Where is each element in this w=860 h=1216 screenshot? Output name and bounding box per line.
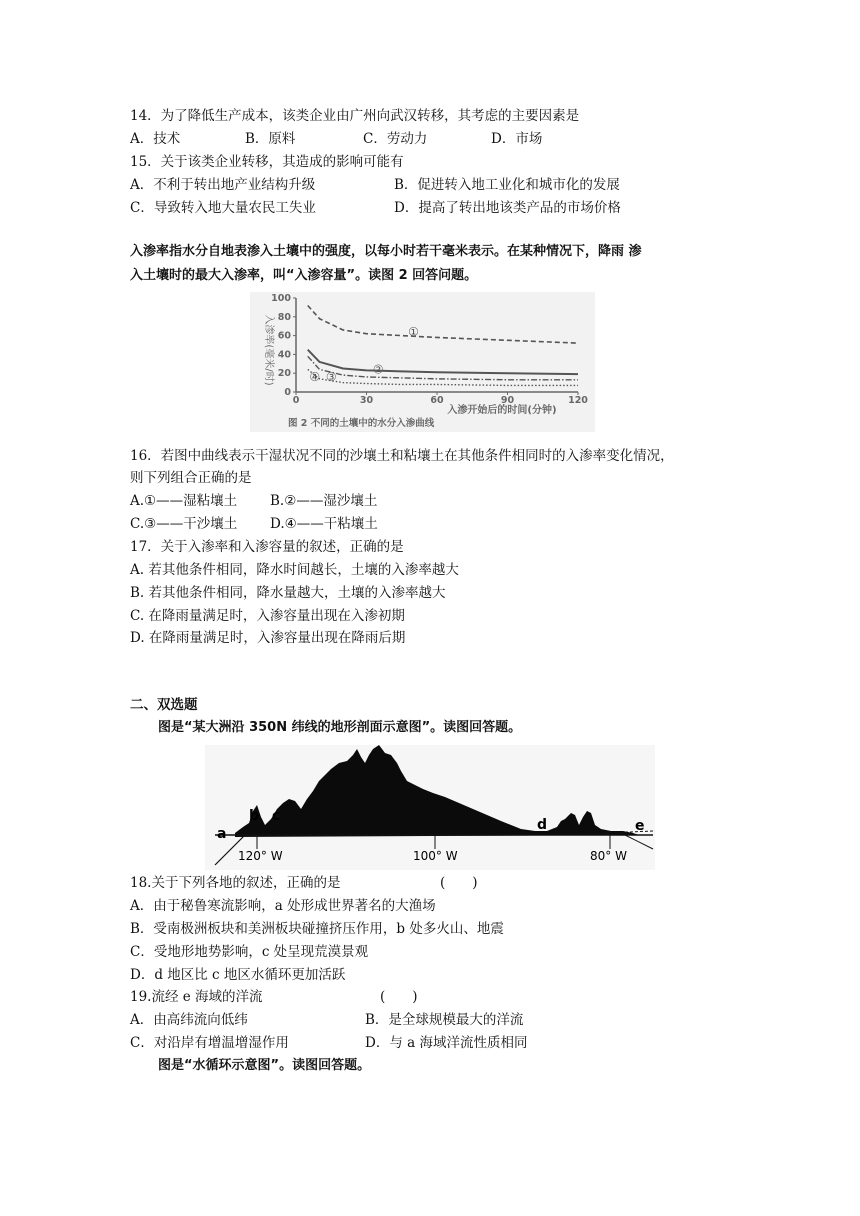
label-a: a	[217, 826, 227, 842]
label-b: b	[249, 808, 260, 824]
y-tick-label: 0	[284, 387, 291, 398]
q17-stem: 17．关于入渗率和入渗容量的叙述，正确的是	[130, 539, 404, 555]
y-tick-label: 100	[271, 293, 291, 304]
q15-option-a: A．不利于转出地产业结构升级	[130, 177, 316, 193]
q18-answer-paren: ( )	[440, 875, 478, 891]
q14-option-b: B．原料	[245, 131, 296, 147]
q16-option-c: C.③——干沙壤土	[130, 516, 238, 532]
q17-option-c: C. 在降雨量满足时，入渗容量出现在入渗初期	[130, 608, 405, 624]
passage-line-2: 入土壤时的最大入渗率，叫“入渗容量”。读图 2 回答问题。	[130, 268, 478, 283]
q18-option-a: A．由于秘鲁寒流影响，a 处形成世界著名的大渔场	[130, 898, 436, 914]
q14-option-c: C．劳动力	[363, 131, 428, 147]
q19-option-d: D．与 a 海域洋流性质相同	[365, 1035, 528, 1051]
x-tick-label: 0	[292, 395, 300, 406]
q16-stem-2: 则下列组合正确的是	[130, 470, 252, 486]
q19-options-row2	[130, 1033, 527, 1053]
closing-intro: 图是“水循环示意图”。读图回答题。	[158, 1058, 371, 1073]
curve-label-1: ①	[408, 324, 419, 339]
lon-label-120w: 120° W	[238, 849, 283, 863]
terrain-profile	[205, 745, 655, 870]
q16-options-row2	[130, 514, 378, 534]
label-e: e	[635, 818, 645, 834]
q18-option-b: B．受南极洲板块和美洲板块碰撞挤压作用，b 处多火山、地震	[130, 921, 504, 937]
section-title: 二、双选题	[130, 697, 198, 713]
label-c: c	[272, 808, 281, 824]
q15-options-row1	[130, 175, 620, 195]
chart-caption: 图 2 不同的土壤中的水分入渗曲线	[288, 418, 435, 429]
q14-option-d: D．市场	[491, 131, 543, 147]
q17-option-d: D. 在降雨量满足时，入渗容量出现在降雨后期	[130, 630, 406, 646]
section-intro: 图是“某大洲沿 350N 纬线的地形剖面示意图”。读图回答题。	[158, 720, 522, 735]
x-tick-label: 60	[430, 395, 444, 406]
x-tick-label: 30	[359, 395, 374, 406]
q15-stem: 15．关于该类企业转移，其造成的影响可能有	[130, 154, 404, 170]
chart-xlabel: 入渗开始后的时间(分钟)	[447, 405, 557, 416]
label-d: d	[537, 817, 548, 833]
curve-label-3: ③	[325, 369, 337, 384]
q19-stem: 19.流经 e 海域的洋流	[130, 989, 263, 1005]
x-tick-label: 90	[500, 395, 515, 406]
q19-stem-row	[130, 987, 418, 1007]
curve-label-4: ④	[309, 369, 321, 384]
chart-ylabel: 入渗率(毫米/时)	[263, 314, 274, 386]
q18-stem: 18.关于下列各地的叙述，正确的是	[130, 875, 341, 891]
q16-stem-1: 16．若图中曲线表示干湿状况不同的沙壤土和粘壤土在其他条件相同时的入渗率变化情况，	[130, 448, 674, 464]
q19-option-a: A．由高纬流向低纬	[130, 1012, 248, 1028]
curve-label-2: ②	[372, 362, 384, 377]
infiltration-chart	[250, 292, 595, 432]
q15-option-d: D．提高了转出地该类产品的市场价格	[394, 200, 621, 216]
q14-option-a: A．技术	[130, 131, 181, 147]
lon-label-80w: 80° W	[590, 849, 627, 863]
q18-stem-row	[130, 873, 478, 893]
q19-option-b: B．是全球规模最大的洋流	[365, 1012, 524, 1028]
y-tick-label: 20	[277, 368, 291, 380]
q14-options	[130, 129, 542, 149]
q15-option-c: C．导致转入地大量农民工失业	[130, 200, 316, 216]
y-tick-label: 40	[277, 349, 291, 361]
q14-stem: 14．为了降低生产成本，该类企业由广州向武汉转移，其考虑的主要因素是	[130, 108, 580, 124]
q19-answer-paren: ( )	[380, 989, 418, 1005]
q18-option-c: C．受地形地势影响，c 处呈现荒漠景观	[130, 944, 369, 960]
q17-option-b: B. 若其他条件相同，降水量越大，土壤的入渗率越大	[130, 585, 446, 601]
q17-option-a: A. 若其他条件相同，降水时间越长，土壤的入渗率越大	[130, 562, 459, 578]
q15-options-row2	[130, 198, 621, 218]
q16-option-d: D.④——干粘壤土	[270, 516, 378, 532]
x-tick-label: 120	[568, 395, 588, 406]
y-tick-label: 80	[277, 311, 291, 323]
q19-option-c: C．对沿岸有增温增湿作用	[130, 1035, 289, 1051]
y-tick-label: 60	[277, 330, 291, 342]
lon-label-100w: 100° W	[413, 849, 458, 863]
q15-option-b: B．促进转入地工业化和城市化的发展	[394, 177, 620, 193]
q19-options-row1	[130, 1010, 523, 1030]
q16-option-a: A.①——湿粘壤土	[130, 493, 238, 509]
q18-option-d: D．d 地区比 c 地区水循环更加活跃	[130, 967, 346, 983]
q16-options-row1	[130, 491, 377, 511]
passage-line-1: 入渗率指水分自地表渗入土壤中的强度，以每小时若干毫米表示。在某种情况下，降雨 渗	[130, 244, 642, 259]
q16-option-b: B.②——湿沙壤土	[270, 493, 378, 509]
